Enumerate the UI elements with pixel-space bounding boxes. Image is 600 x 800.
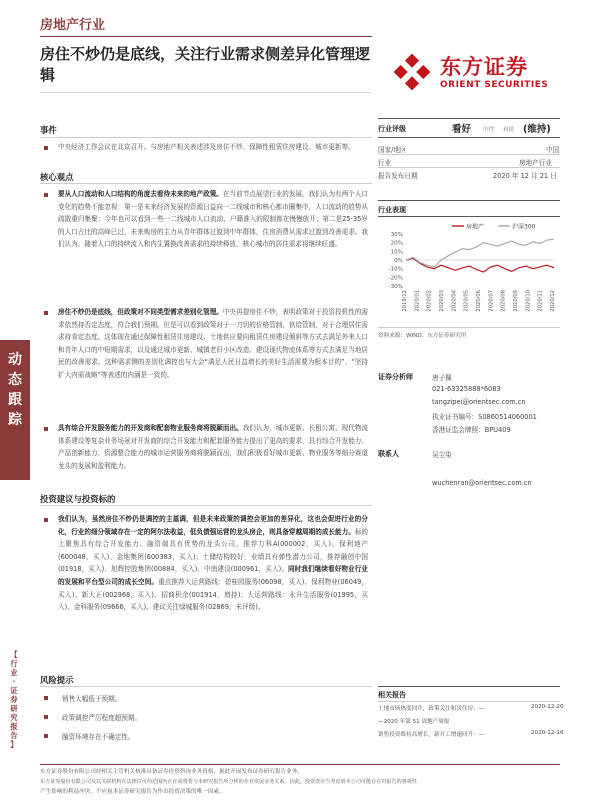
- risk-heading: 风险提示: [40, 675, 74, 685]
- invest-lead-2: 同时我们继续看好物业行业的发展和平台型公司的成长空间。: [58, 565, 368, 586]
- risk-rule: [40, 686, 372, 687]
- invest-body-1: 标的上聚焦具有综合开发能力、融资端具有优势的龙头公司，推荐万科A(000002，买入)、保利地产(600048，买入)、金地集团(600383，买入)；土储结构较好，业绩具有弹性潜力公司，推荐融创中国(01918，买入)、旭辉控股集团(00884，买入)、中南建设(000961，买入)。: [58, 527, 369, 574]
- analyst-email[interactable]: tangzipei@orientsec.com.cn: [432, 398, 526, 406]
- report-type-char: 跟: [8, 392, 22, 408]
- legend-label: 沪深300: [512, 223, 536, 231]
- brand-name-en: ORIENT SECURITIES: [440, 80, 549, 90]
- rating-negative: 看淡: [503, 127, 515, 133]
- rating-row-value: 2020 年 12 月 21 日: [493, 172, 557, 180]
- core-point-3-lead: 具有综合开发服务能力的开发商和配套物业服务商将脱颖而出。: [58, 424, 243, 432]
- rating-rule-top: [378, 118, 560, 119]
- report-type-label: [8, 350, 22, 430]
- chart-rule-mid: [378, 216, 560, 217]
- analyst-phone: 021-63325888*6083: [432, 385, 501, 393]
- rating-row-value: 中国: [546, 146, 560, 154]
- risk-item-text: 政策调控严厉程度超预期。: [62, 714, 142, 722]
- rating-row-key: 国家/地区: [378, 146, 407, 154]
- report-category-char: 证: [10, 686, 18, 695]
- related-item-title[interactable]: —2020 年第 51 周地产周报: [378, 719, 450, 725]
- y-tick-label: -10%: [388, 266, 403, 273]
- rating-row-value: 房地产行业: [519, 159, 552, 167]
- report-category-char: 业: [10, 668, 18, 677]
- related-heading: 相关报告: [378, 691, 406, 699]
- event-text: 中央经济工作会议在北京召开。与房地产相关表述涉及房住不炒、保障性租赁住房建设、城市更新等。: [58, 143, 355, 151]
- y-tick-label: 0%: [394, 258, 403, 264]
- y-tick-label: 20%: [390, 240, 403, 247]
- report-category-char: 】: [10, 740, 18, 749]
- core-point-1: [58, 188, 368, 251]
- header-rule: [40, 36, 372, 37]
- report-category-char: 告: [10, 731, 18, 740]
- x-tick-label: 2020/09: [513, 290, 519, 312]
- risk-item: [44, 709, 364, 728]
- legend-label: 房地产: [466, 223, 485, 231]
- event-heading: 事件: [40, 125, 57, 135]
- invest-lead-1: 我们认为，虽然房住不炒仍是调控的主基调，但是未来政策的调控会更加的差异化，这也会促进行业的分化，行业的细分领域存在一定的阿尔法收益，低负债强运营的龙头房企，则具备穿越周期的成长能力。: [58, 515, 368, 536]
- series-line-沪深300: [406, 239, 554, 267]
- risk-item-text: 融资环境存在不确定性。: [62, 733, 135, 741]
- invest-body-2: 重点推荐大运营路线：碧桂园服务(06098，买入)、保利物业(06049，买入)、新大正(002968，买入)、招商积余(001914，增持)；大运营路线：永升生活服务(01995，买入)、金科服务(09666，买入)。建议关注绿城服务(02869，未评级)。: [58, 577, 369, 612]
- title-rule: [40, 92, 372, 93]
- core-point-3-body: 我们认为，城市更新、长租公寓、现代物流体系建设等复杂业务场景对开发商的综合开发能力和配套服务能力提出了更高的要求，具有综合开发能力、产品创新能力、资源整合能力的城市运营服务商将脱颖而出，我们积极看好城市更新、物业服务等细分赛道龙头的发展和盈利能力。: [58, 424, 369, 470]
- bullet-icon: [44, 518, 48, 522]
- performance-chart: [378, 220, 560, 330]
- risk-item: [44, 728, 364, 747]
- related-rule-mid: [378, 701, 560, 702]
- chart-title: 行业表现: [378, 206, 406, 214]
- report-category-char: 【: [10, 650, 18, 659]
- analyst-cert: 执业证书编号：S0860514060001: [432, 413, 537, 421]
- bullet-icon: [44, 311, 48, 315]
- analyst-role: 证券分析师: [378, 373, 413, 381]
- related-item-date: 2020-12-20: [531, 704, 564, 710]
- x-tick-label: 2020/04: [451, 290, 458, 312]
- chart-x-axis: [402, 289, 556, 311]
- report-category-label: [6, 650, 22, 749]
- analyst-name: 唐子佩: [432, 374, 452, 382]
- contact-role: 联系人: [378, 450, 399, 458]
- x-tick-label: 2020/02: [426, 290, 433, 312]
- bullet-icon: [44, 193, 48, 197]
- x-tick-label: 2020/10: [525, 290, 532, 312]
- chart-y-axis: [389, 232, 554, 290]
- row-divider: [378, 154, 560, 155]
- invest-rule: [40, 505, 372, 506]
- risk-item-text: 销售大幅低于预期。: [62, 695, 122, 703]
- x-tick-label: 2020/07: [488, 290, 495, 312]
- report-type-char: 踪: [8, 412, 22, 428]
- contact-email[interactable]: wuchenran@orientsec.com.cn: [432, 479, 532, 487]
- footer-rule: [40, 764, 560, 765]
- related-item-title[interactable]: 土地市场热度回升，政策关注租赁住房：—: [378, 706, 485, 712]
- core-point-3: [58, 422, 368, 472]
- y-tick-label: 10%: [390, 249, 403, 256]
- rating-rule-mid: [378, 137, 560, 138]
- related-item-date: 2020-12-16: [531, 730, 564, 736]
- report-category-char: 研: [10, 704, 18, 713]
- x-tick-label: 2020/05: [463, 290, 470, 312]
- x-tick-label: 2020/06: [476, 290, 482, 312]
- analyst-hk-license: 香港证监会牌照：BPU409: [432, 426, 511, 434]
- report-type-char: 态: [8, 372, 22, 388]
- bullet-icon: [44, 146, 48, 150]
- bullet-icon: [44, 427, 48, 431]
- y-tick-label: -30%: [388, 284, 403, 290]
- x-tick-label: 2020/12: [550, 290, 556, 312]
- chart-rule-top: [378, 200, 560, 201]
- rating-label: 行业评级: [378, 125, 406, 133]
- chart-source: 资料来源：WIND、东方证券研究所: [378, 333, 467, 339]
- report-category-char: 报: [10, 722, 18, 731]
- related-item-title[interactable]: 销售投资维持高增长，新开工增速回升：—: [378, 732, 485, 738]
- y-tick-label: -20%: [388, 275, 403, 282]
- core-point-2-body: 中央再提房住不炒，表明政策对于投资投机性的需求依然持否定态度，符合我们预期。但是可以看到政策对于一刀切的价格管制、供给管制，对于合理居住需求持肯定态度。这体现在通过保障性租赁住房建设、土地供应要向租赁住房建设倾斜等方式去满足外来人口和青年人口的中短期需求，以及通过城市更新、城镇老旧小区改造、建设现代物流体系等方式去满足当地居民的改善需求。这种需求侧的差别化调控也与大会“满足人民日益增长的美好生活需要为根本目的”、“坚持扩大内需战略”等表述的内涵是一致的。: [58, 308, 369, 379]
- footer-line: 东方证券股份有限公司经相关主管机关核准具备证券投资咨询业务资格，据此开展发布证券研究报告业务。: [40, 769, 303, 775]
- invest-heading: 投资建议与投资标的: [40, 494, 116, 504]
- report-category-char: 券: [10, 695, 18, 704]
- x-tick-label: 2020/11: [537, 290, 544, 312]
- y-tick-label: 30%: [390, 232, 403, 238]
- risk-item: [44, 690, 364, 709]
- invest-text: [58, 513, 368, 614]
- rating-neutral: 中性: [483, 127, 495, 133]
- rating-row-key: 行业: [378, 159, 392, 167]
- report-type-badge: [0, 340, 30, 480]
- core-point-2: [58, 306, 368, 382]
- core-point-2-lead: 房住不炒仍是底线，但政策对不同类型需求差别化管理。: [58, 308, 223, 316]
- bullet-icon: [44, 715, 48, 719]
- footer-line: 东方证券股份有限公司及其关联机构在法律许可的范围内正在或将要与本研究报告所分析的企业发展业务关系。因此，投资者应当考虑到本公司可能存在对报告的客观性: [40, 779, 417, 785]
- contact-name: 吴尘染: [432, 451, 452, 459]
- bullet-icon: [44, 734, 48, 738]
- x-tick-label: 2019/12: [402, 290, 408, 312]
- bullet-icon: [44, 696, 48, 700]
- chart-series: [406, 239, 554, 272]
- rating-status: (维持): [523, 124, 551, 135]
- industry-label: 房地产行业: [40, 18, 106, 33]
- report-title: 房住不炒仍是底线，关注行业需求侧差异化管理逻辑: [40, 45, 371, 84]
- footer-line: 产生影响的利益冲突，不应视本证券研究报告为作出投资决策的唯一因素。: [40, 789, 225, 795]
- core-rule: [40, 183, 372, 184]
- row-divider: [378, 167, 560, 168]
- risk-list: [44, 690, 364, 747]
- report-category-char: 究: [10, 713, 18, 722]
- related-rule: [378, 686, 560, 687]
- x-tick-label: 2020/03: [439, 290, 445, 312]
- report-category-char: 行: [10, 659, 18, 668]
- core-point-1-lead: 要从人口流动和人口结构的角度去看待未来的地产政策。: [58, 190, 223, 198]
- brand-name-cn: 东方证券: [440, 55, 528, 79]
- x-tick-label: 2020/01: [414, 290, 421, 312]
- core-point-1-body: 在当前节点展望行业的发展，我们认为有两个人口变化的趋势不能忽视：第一是未来经济发展的资源日益向一二线城市和核心都市圈集中，人口流动的趋势从疏散重归集聚；今年也可以看到一些一二线城市人口流动、户籍准入的限制都在慢慢放开；第二是25-35岁的人口占比的高峰已过，未来购房的主力从青年群体过渡到中年群体，住房消费从需求过渡到改善需求。我们认为，随着人口的持续流入和内生置换改善需求的持续释放，核心城市的居住需求将继续旺盛。: [58, 190, 369, 249]
- rating-row-key: 报告发布日期: [378, 172, 418, 180]
- report-category-char: ·: [12, 677, 16, 686]
- rating-value: 看好: [452, 124, 472, 135]
- chart-rule-bottom: [378, 327, 560, 328]
- report-type-char: 动: [8, 352, 22, 368]
- event-rule: [40, 137, 372, 138]
- core-heading: 核心观点: [40, 172, 74, 182]
- chart-legend: [452, 223, 536, 231]
- x-tick-label: 2020/08: [500, 290, 507, 312]
- brand-logo-icon: [392, 52, 432, 92]
- footer-disclaimer: [40, 767, 600, 797]
